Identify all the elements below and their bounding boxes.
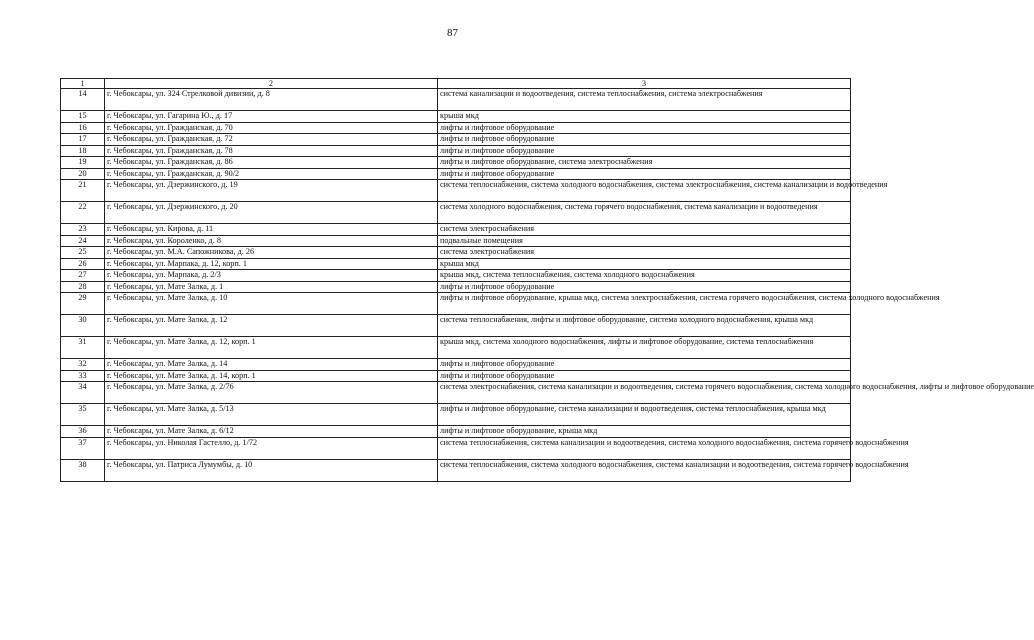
systems-cell: система канализации и водоотведения, система теплоснабжения, система электроснабжения (438, 89, 851, 111)
address-cell: г. Чебоксары, ул. Гражданская, д. 70 (105, 122, 438, 134)
table-row (61, 382, 851, 404)
header-cell-number: 1 (61, 79, 105, 89)
row-number-cell: 33 (61, 370, 105, 382)
table-row (61, 122, 851, 134)
address-cell: г. Чебоксары, ул. Гражданская, д. 86 (105, 157, 438, 169)
table-row (61, 235, 851, 247)
row-number-cell: 28 (61, 281, 105, 293)
row-number-cell: 14 (61, 89, 105, 111)
table-row (61, 111, 851, 123)
row-number-cell: 34 (61, 382, 105, 404)
table-row (61, 145, 851, 157)
address-cell: г. Чебоксары, ул. Гражданская, д. 90/2 (105, 168, 438, 180)
table-row (61, 459, 851, 481)
table-row (61, 281, 851, 293)
table-row (61, 370, 851, 382)
row-number-cell: 18 (61, 145, 105, 157)
row-number-cell: 25 (61, 247, 105, 259)
table-row (61, 224, 851, 236)
header-cell-address: 2 (105, 79, 438, 89)
systems-cell: лифты и лифтовое оборудование, система канализации и водоотведения, система теплоснабжения, крыша мкд (438, 404, 851, 426)
systems-cell: система электроснабжения (438, 247, 851, 259)
systems-cell: система теплоснабжения, лифты и лифтовое оборудование, система холодного водоснабжения, крыша мкд (438, 315, 851, 337)
address-cell: г. Чебоксары, ул. Патриса Лумумбы, д. 10 (105, 459, 438, 481)
address-cell: г. Чебоксары, ул. Николая Гастелло, д. 1/72 (105, 437, 438, 459)
row-number-cell: 21 (61, 180, 105, 202)
systems-cell: система теплоснабжения, система канализации и водоотведения, система холодного водоснабжения, система горячего водоснабжения (438, 437, 851, 459)
row-number-cell: 35 (61, 404, 105, 426)
address-cell: г. Чебоксары, ул. Мате Залка, д. 14, корп. 1 (105, 370, 438, 382)
row-number-cell: 24 (61, 235, 105, 247)
table-row (61, 437, 851, 459)
systems-cell: лифты и лифтовое оборудование (438, 359, 851, 371)
address-cell: г. Чебоксары, ул. Кирова, д. 11 (105, 224, 438, 236)
systems-cell: система теплоснабжения, система холодного водоснабжения, система электроснабжения, система канализации и водоотведения (438, 180, 851, 202)
address-cell: г. Чебоксары, ул. Мате Залка, д. 6/12 (105, 426, 438, 438)
systems-cell: система теплоснабжения, система холодного водоснабжения, система канализации и водоотведения, система горячего водоснабжения (438, 459, 851, 481)
row-number-cell: 26 (61, 258, 105, 270)
table-row (61, 247, 851, 259)
address-cell: г. Чебоксары, ул. 324 Стрелковой дивизии, д. 8 (105, 89, 438, 111)
address-cell: г. Чебоксары, ул. Мате Залка, д. 2/76 (105, 382, 438, 404)
address-cell: г. Чебоксары, ул. Мате Залка, д. 5/13 (105, 404, 438, 426)
address-cell: г. Чебоксары, ул. Дзержинского, д. 19 (105, 180, 438, 202)
row-number-cell: 20 (61, 168, 105, 180)
systems-cell: крыша мкд (438, 258, 851, 270)
table-row (61, 270, 851, 282)
header-cell-systems: 3 (438, 79, 851, 89)
table-row (61, 337, 851, 359)
address-cell: г. Чебоксары, ул. Мате Залка, д. 14 (105, 359, 438, 371)
address-cell: г. Чебоксары, ул. Дзержинского, д. 20 (105, 202, 438, 224)
systems-cell: подвальные помещения (438, 235, 851, 247)
table-row (61, 134, 851, 146)
table-row (61, 426, 851, 438)
systems-cell: лифты и лифтовое оборудование (438, 168, 851, 180)
row-number-cell: 29 (61, 293, 105, 315)
address-cell: г. Чебоксары, ул. Гражданская, д. 72 (105, 134, 438, 146)
systems-cell: лифты и лифтовое оборудование, крыша мкд, система электроснабжения, система горячего водоснабжения, система холодного водоснабжения (438, 293, 851, 315)
table-row (61, 293, 851, 315)
row-number-cell: 19 (61, 157, 105, 169)
systems-cell: лифты и лифтовое оборудование (438, 145, 851, 157)
row-number-cell: 36 (61, 426, 105, 438)
address-cell: г. Чебоксары, ул. Мате Залка, д. 12 (105, 315, 438, 337)
table-header-row (61, 79, 851, 89)
row-number-cell: 37 (61, 437, 105, 459)
address-cell: г. Чебоксары, ул. Марпака, д. 12, корп. 1 (105, 258, 438, 270)
row-number-cell: 22 (61, 202, 105, 224)
address-cell: г. Чебоксары, ул. Мате Залка, д. 10 (105, 293, 438, 315)
page-number: 87 (447, 27, 458, 39)
address-cell: г. Чебоксары, ул. Гагарина Ю., д. 17 (105, 111, 438, 123)
systems-cell: крыша мкд (438, 111, 851, 123)
table-row (61, 359, 851, 371)
row-number-cell: 30 (61, 315, 105, 337)
buildings-table (60, 78, 1034, 482)
table-row (61, 315, 851, 337)
table-row (61, 202, 851, 224)
table-row (61, 168, 851, 180)
row-number-cell: 15 (61, 111, 105, 123)
table-row (61, 404, 851, 426)
row-number-cell: 17 (61, 134, 105, 146)
systems-cell: лифты и лифтовое оборудование (438, 122, 851, 134)
systems-cell: система холодного водоснабжения, система горячего водоснабжения, система канализации и водоотведения (438, 202, 851, 224)
row-number-cell: 27 (61, 270, 105, 282)
address-cell: г. Чебоксары, ул. Марпака, д. 2/3 (105, 270, 438, 282)
systems-cell: лифты и лифтовое оборудование (438, 281, 851, 293)
address-cell: г. Чебоксары, ул. Мате Залка, д. 12, корп. 1 (105, 337, 438, 359)
row-number-cell: 32 (61, 359, 105, 371)
address-cell: г. Чебоксары, ул. Мате Залка, д. 1 (105, 281, 438, 293)
address-cell: г. Чебоксары, ул. Гражданская, д. 78 (105, 145, 438, 157)
systems-cell: лифты и лифтовое оборудование (438, 134, 851, 146)
address-cell: г. Чебоксары, ул. М.А. Сапожникова, д. 26 (105, 247, 438, 259)
table-row (61, 89, 851, 111)
table-row (61, 258, 851, 270)
systems-cell: система электроснабжения, система канализации и водоотведения, система горячего водоснабжения, система холодного водоснабжения, лифты и лифтовое оборудование (438, 382, 851, 404)
row-number-cell: 38 (61, 459, 105, 481)
systems-cell: крыша мкд, система холодного водоснабжения, лифты и лифтовое оборудование, система теплоснабжения (438, 337, 851, 359)
address-cell: г. Чебоксары, ул. Короленко, д. 8 (105, 235, 438, 247)
systems-cell: лифты и лифтовое оборудование (438, 370, 851, 382)
systems-cell: крыша мкд, система теплоснабжения, система холодного водоснабжения (438, 270, 851, 282)
table-row (61, 180, 851, 202)
systems-cell: система электроснабжения (438, 224, 851, 236)
row-number-cell: 31 (61, 337, 105, 359)
systems-cell: лифты и лифтовое оборудование, система электроснабжения (438, 157, 851, 169)
row-number-cell: 23 (61, 224, 105, 236)
table-row (61, 157, 851, 169)
systems-cell: лифты и лифтовое оборудование, крыша мкд (438, 426, 851, 438)
row-number-cell: 16 (61, 122, 105, 134)
